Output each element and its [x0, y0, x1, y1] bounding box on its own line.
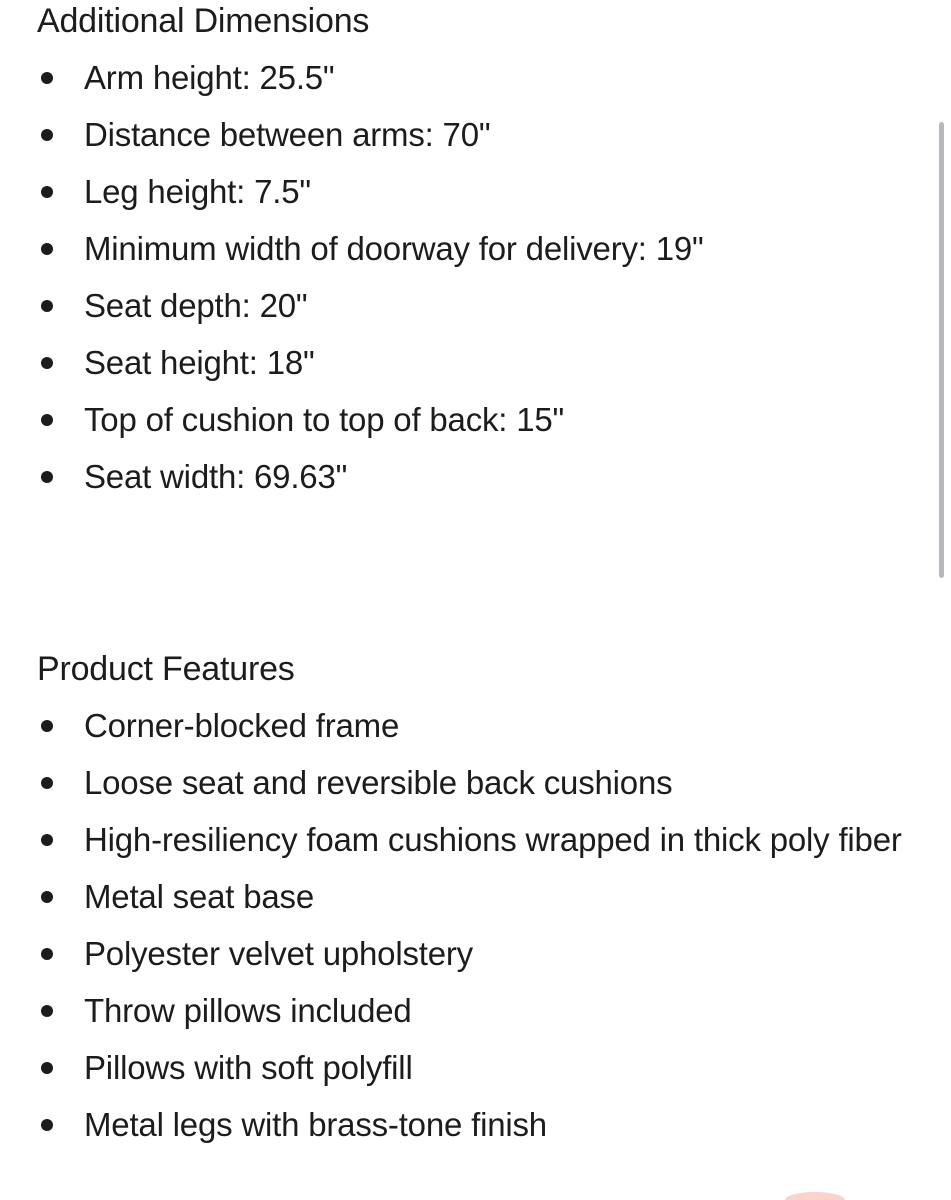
list-item-text: Corner-blocked frame [84, 707, 400, 744]
list-item-text: Loose seat and reversible back cushions [84, 764, 673, 801]
bullet-icon [41, 834, 53, 846]
bullet-icon [41, 186, 53, 198]
bullet-icon [41, 129, 53, 141]
list-item-text: Metal legs with brass-tone finish [84, 1106, 547, 1143]
list-item [37, 868, 917, 925]
list-item-text: Arm height: 25.5" [84, 59, 335, 96]
list-item [37, 697, 917, 754]
product-features-heading: Product Features [37, 650, 295, 688]
list-item-text: Pillows with soft polyfill [84, 1049, 413, 1086]
list-item [37, 163, 917, 220]
list-item [37, 334, 917, 391]
list-item [37, 1096, 917, 1153]
list-item-text: Metal seat base [84, 878, 314, 915]
bullet-icon [41, 720, 53, 732]
bullet-icon [41, 1062, 53, 1074]
list-item-text: Polyester velvet upholstery [84, 935, 473, 972]
list-item-text: Distance between arms: 70" [84, 116, 491, 153]
floating-button-edge[interactable] [785, 1192, 845, 1200]
vertical-scrollbar[interactable] [939, 122, 944, 578]
list-item [37, 811, 917, 868]
bullet-icon [41, 891, 53, 903]
list-item [37, 982, 917, 1039]
bullet-icon [41, 243, 53, 255]
bullet-icon [41, 414, 53, 426]
additional-dimensions-list [37, 49, 917, 505]
bullet-icon [41, 948, 53, 960]
list-item [37, 106, 917, 163]
bullet-icon [41, 300, 53, 312]
bullet-icon [41, 357, 53, 369]
list-item-text: High-resiliency foam cushions wrapped in thick poly fiber [84, 821, 902, 858]
list-item-text: Throw pillows included [84, 992, 412, 1029]
list-item [37, 49, 917, 106]
list-item [37, 925, 917, 982]
list-item [37, 448, 917, 505]
list-item-text: Minimum width of doorway for delivery: 19" [84, 230, 704, 267]
list-item [37, 220, 917, 277]
list-item [37, 391, 917, 448]
list-item [37, 277, 917, 334]
bullet-icon [41, 72, 53, 84]
list-item-text: Seat depth: 20" [84, 287, 308, 324]
list-item-text: Seat height: 18" [84, 344, 315, 381]
bullet-icon [41, 1119, 53, 1131]
list-item-text: Seat width: 69.63" [84, 458, 348, 495]
bullet-icon [41, 777, 53, 789]
list-item [37, 754, 917, 811]
list-item-text: Leg height: 7.5" [84, 173, 311, 210]
additional-dimensions-heading: Additional Dimensions [37, 2, 370, 40]
product-features-list [37, 697, 917, 1153]
list-item [37, 1039, 917, 1096]
bullet-icon [41, 1005, 53, 1017]
list-item-text: Top of cushion to top of back: 15" [84, 401, 565, 438]
bullet-icon [41, 471, 53, 483]
